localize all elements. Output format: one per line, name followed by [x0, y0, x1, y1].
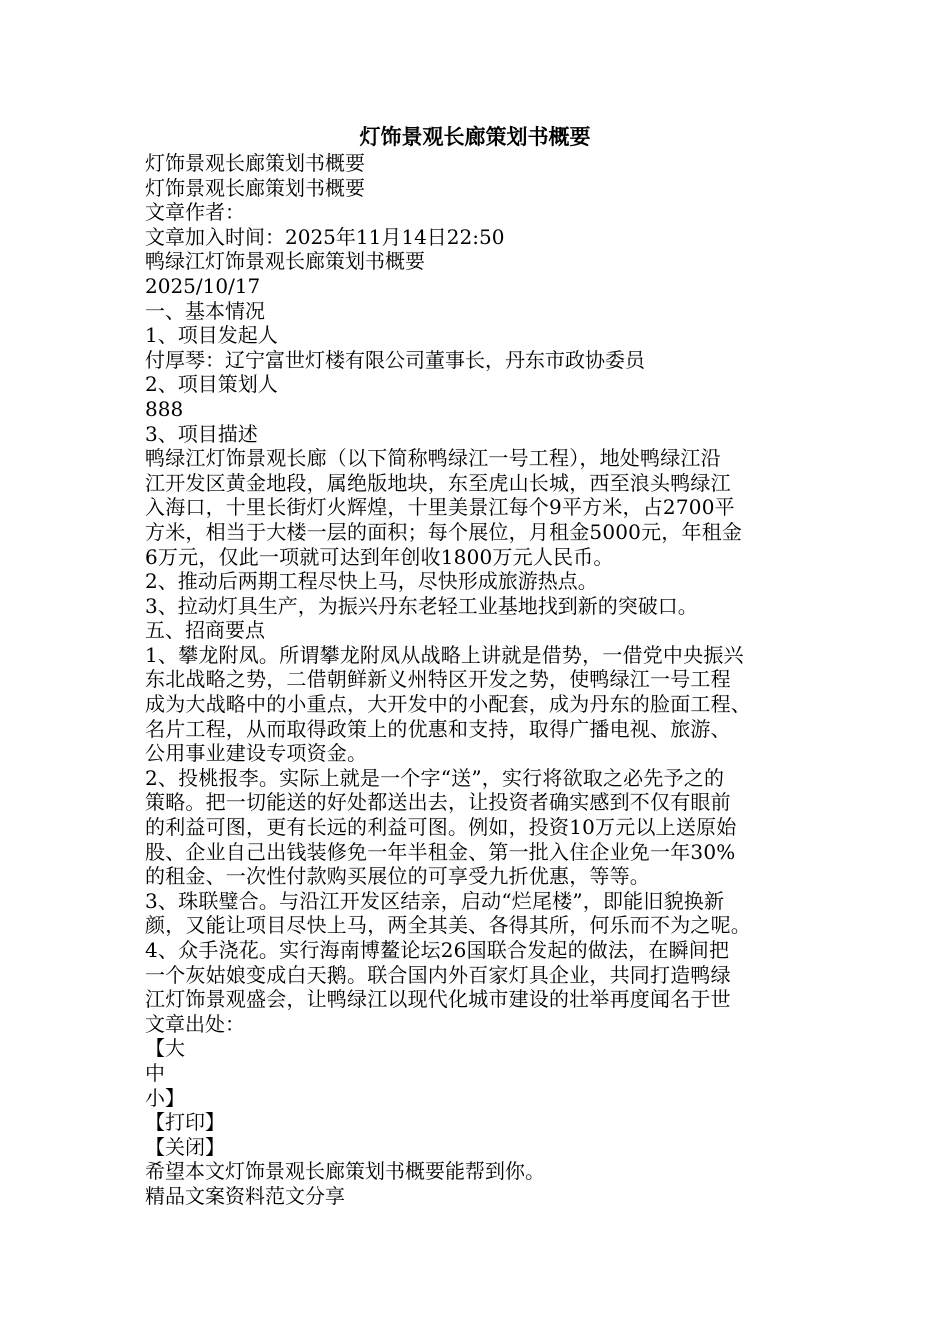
- investment-tip-3: [145, 889, 805, 938]
- paragraph-line: 鸭绿江灯饰景观长廊（以下简称鸭绿江一号工程），地处鸭绿江沿: [145, 446, 721, 471]
- subheading-description: 3、项目描述: [145, 421, 258, 446]
- font-size-controls: [145, 1036, 805, 1110]
- paragraph-line: 名片工程，从而取得政策上的优惠和支持，取得广播电视、旅游、: [145, 716, 731, 741]
- paragraph-line: 入海口，十里长街灯火辉煌，十里美景江每个9平方米，占2700平: [145, 495, 735, 520]
- font-size-small-link[interactable]: 小】: [145, 1085, 185, 1110]
- paragraph-line: 6万元，仅此一项就可达到年创收1800万元人民币。: [145, 544, 614, 569]
- closing-text: 希望本文灯饰景观长廊策划书概要能帮到你。: [145, 1159, 545, 1184]
- article-source-label: 文章出处：: [145, 1011, 245, 1036]
- paragraph-line: 颜，又能让项目尽快上马，两全其美、各得其所，何乐而不为之呢。: [145, 913, 751, 938]
- breadcrumb-title-2: 灯饰景观长廊策划书概要: [145, 175, 365, 200]
- initiator-text: 付厚琴：辽宁富世灯楼有限公司董事长，丹东市政协委员: [145, 347, 645, 372]
- investment-tip-1: [145, 643, 805, 766]
- paragraph-line: 3、珠联璧合。与沿江开发区结亲，启动“烂尾楼”，即能旧貌换新: [145, 888, 725, 913]
- print-link[interactable]: 【打印】: [145, 1110, 225, 1135]
- article-author: 文章作者：: [145, 200, 245, 225]
- header-block: [145, 151, 805, 446]
- project-description-paragraph: [145, 446, 805, 569]
- article-heading: 鸭绿江灯饰景观长廊策划书概要: [145, 249, 425, 274]
- footer-text: 精品文案资料范文分享: [145, 1183, 345, 1208]
- article-date: 2025/10/17: [145, 273, 261, 298]
- paragraph-line: 方米，相当于大楼一层的面积；每个展位，月租金5000元，年租金: [145, 519, 743, 544]
- subheading-initiator: 1、项目发起人: [145, 323, 278, 348]
- section-heading-basic: 一、基本情况: [145, 298, 265, 323]
- paragraph-line: 1、攀龙附凤。所谓攀龙附凤从战略上讲就是借势，一借党中央振兴: [145, 642, 744, 667]
- paragraph-line: 公用事业建设专项资金。: [145, 741, 368, 766]
- point-tourism: 2、推动后两期工程尽快上马，尽快形成旅游热点。: [145, 569, 598, 594]
- paragraph-line: 江开发区黄金地段，属绝版地块，东至虎山长城，西至浪头鸭绿江: [145, 470, 731, 495]
- paragraph-line: 的利益可图，更有长远的利益可图。例如，投资10万元以上送原始: [145, 815, 737, 840]
- paragraph-line: 股、企业自己出钱装修免一年半租金、第一批入住企业免一年30%: [145, 839, 736, 864]
- paragraph-line: 江灯饰景观盛会，让鸭绿江以现代化城市建设的壮举再度闻名于世: [145, 987, 731, 1012]
- article-added-time: 文章加入时间：2025年11月14日22:50: [145, 224, 505, 249]
- paragraph-line: 2、投桃报李。实际上就是一个字“送”，实行将欲取之必先予之的: [145, 765, 725, 790]
- document-page: [145, 124, 805, 1209]
- document-title: 灯饰景观长廊策划书概要: [359, 124, 591, 149]
- paragraph-line: 东北战略之势，二借朝鲜新义州特区开发之势，使鸭绿江一号工程: [145, 667, 731, 692]
- point-lighting-production: 3、拉动灯具生产，为振兴丹东老轻工业基地找到新的突破口。: [145, 593, 698, 618]
- paragraph-line: 一个灰姑娘变成白天鹅。联合国内外百家灯具企业，共同打造鸭绿: [145, 962, 731, 987]
- investment-tip-4: [145, 938, 805, 1012]
- investment-tip-2: [145, 766, 805, 889]
- font-size-medium-link[interactable]: 中: [145, 1060, 165, 1085]
- planner-text: 888: [145, 396, 184, 421]
- paragraph-line: 策略。把一切能送的好处都送出去，让投资者确实感到不仅有眼前: [145, 790, 731, 815]
- paragraph-line: 4、众手浇花。实行海南博鳌论坛26国联合发起的做法，在瞬间把: [145, 938, 730, 962]
- paragraph-line: 成为大战略中的小重点，大开发中的小配套，成为丹东的脸面工程、: [145, 692, 751, 717]
- font-size-large-link[interactable]: 【大: [145, 1036, 185, 1061]
- breadcrumb-title-1: 灯饰景观长廊策划书概要: [145, 151, 365, 175]
- paragraph-line: 的租金、一次性付款购买展位的可享受九折优惠，等等。: [145, 864, 650, 889]
- section-heading-investment: 五、招商要点: [145, 618, 265, 643]
- subheading-planner: 2、项目策划人: [145, 372, 278, 397]
- close-link[interactable]: 【关闭】: [145, 1134, 225, 1159]
